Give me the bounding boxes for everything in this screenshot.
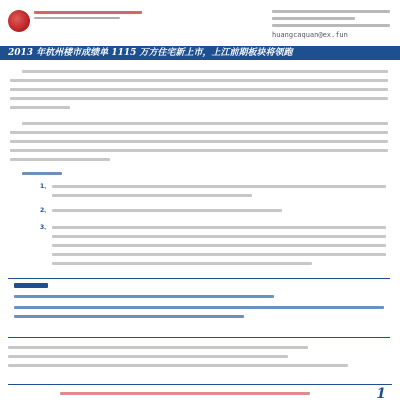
report-title: 2013 年杭州楼市成绩单 1115 万方住宅新上市，上江前期板块将领跑 [8,48,293,58]
key-points-heading [14,283,48,288]
company-logo [8,8,144,34]
footer-divider [8,384,392,385]
list-number: 1、 [40,183,51,190]
report-header [0,0,400,44]
list-number: 2、 [40,207,51,214]
logo-emblem-icon [8,10,30,32]
page-number: 1 [376,386,386,402]
key-points-box [8,278,390,338]
logo-wordmark [34,11,142,19]
analyst-contact-block [272,10,390,39]
page-footer [0,384,400,410]
summary-label [22,172,62,175]
analyst-email[interactable]: huangcaquan@ex.fun [272,31,348,39]
list-number: 3、 [40,224,51,231]
disclaimer-line [60,392,310,395]
analyst-info [8,342,390,374]
report-title-bar [0,46,400,60]
